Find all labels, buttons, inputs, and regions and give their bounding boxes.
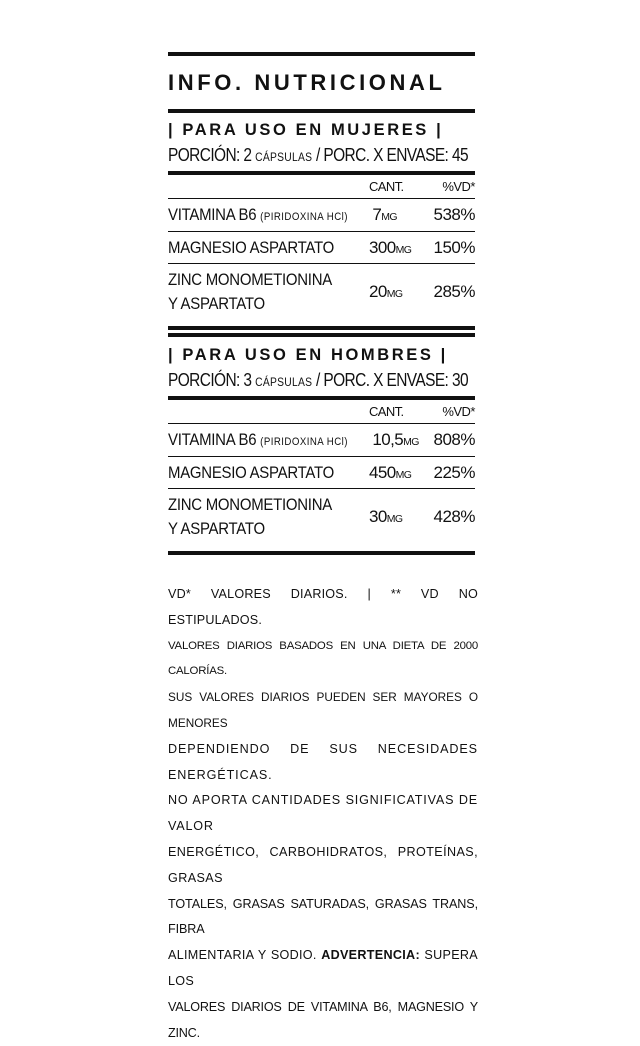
nutrient-name (168, 493, 345, 541)
nutrient-vd: 538% (433, 205, 475, 224)
qty-unit: MG (386, 513, 403, 525)
section-end-rule (168, 551, 475, 555)
nutrient-label: ZINC MONOMETIONINA (168, 495, 332, 514)
table-row (168, 489, 475, 545)
nutrient-sublabel: (PIRIDOXINA HCl) (260, 211, 348, 223)
footnote-line: VALORES DIARIOS BASADOS EN UNA DIETA DE 2000 CALORÍAS. (168, 639, 478, 678)
footnote-line: ENERGÉTICO, CARBOHIDRATOS, PROTEÍNAS, GRASAS (168, 844, 478, 885)
qty-unit: MG (381, 211, 397, 223)
table-row (168, 199, 475, 231)
section-heading: | PARA USO EN HOMBRES | (168, 346, 448, 364)
qty-value: 10,5 (372, 430, 404, 449)
nutrient-label: ZINC MONOMETIONINA (168, 270, 332, 289)
table-row (168, 264, 475, 320)
nutrient-vd: 285% (433, 282, 475, 301)
nutrient-qty (369, 282, 431, 302)
nutrient-name (168, 268, 345, 316)
nutrient-label: VITAMINA B6 (168, 205, 261, 224)
nutrient-qty (369, 507, 431, 527)
qty-value: 20 (369, 282, 387, 301)
nutrient-vd: 150% (433, 237, 475, 257)
table-row (168, 232, 475, 263)
header-spacer (168, 179, 345, 194)
footnote-line: TOTALES, GRASAS SATURADAS, GRASAS TRANS, FIBRA (168, 896, 478, 937)
section-men (168, 337, 475, 555)
nutrient-name (168, 205, 348, 225)
portion-info (168, 143, 474, 171)
qty-unit: MG (395, 468, 412, 481)
nutrient-qty (372, 430, 432, 450)
nutrient-qty (369, 238, 431, 258)
portion-text: PORCIÓN: 2 (168, 145, 256, 165)
header-spacer (168, 404, 345, 419)
col-qty-header: CANT. (369, 179, 404, 194)
nutrient-sublabel: (PIRIDOXINA HCl) (260, 436, 348, 448)
footnote-text: SUPERA LOS (168, 948, 479, 988)
nutrient-name (168, 430, 348, 450)
nutrition-panel (168, 52, 475, 555)
section-women (168, 113, 475, 337)
warning-label: ADVERTENCIA: (321, 948, 420, 963)
qty-unit: MG (395, 243, 412, 256)
footnote-line: NO APORTA CANTIDADES SIGNIFICATIVAS DE VALOR (168, 793, 478, 834)
portion-text-end: / PORC. X ENVASE: 45 (312, 145, 468, 165)
qty-unit: MG (386, 288, 403, 300)
nutrient-qty (372, 205, 432, 225)
nutrient-label: VITAMINA B6 (168, 430, 261, 449)
footnote-line: VD* VALORES DIARIOS. | ** VD NO ESTIPULADOS. (168, 587, 478, 627)
section-end-rule (168, 326, 475, 330)
qty-value: 450 (369, 462, 396, 482)
qty-value: 7 (372, 205, 382, 224)
nutrient-label-line2: Y ASPARTATO (168, 519, 265, 538)
footnote (168, 582, 478, 1046)
nutrient-name: MAGNESIO ASPARTATO (168, 462, 334, 482)
qty-value: 300 (369, 237, 396, 257)
nutrient-vd: 225% (433, 462, 475, 482)
table-row (168, 424, 475, 456)
page-title: INFO. NUTRICIONAL (168, 70, 446, 95)
col-vd-header: %VD* (442, 404, 475, 419)
portion-text: PORCIÓN: 3 (168, 370, 256, 390)
portion-unit: CÁPSULAS (255, 150, 313, 164)
nutrient-vd: 808% (433, 430, 475, 449)
portion-unit: CÁPSULAS (255, 375, 313, 389)
section-heading: | PARA USO EN MUJERES | (168, 121, 444, 139)
col-vd-header: %VD* (442, 179, 475, 194)
portion-info (168, 368, 474, 396)
nutrient-name: MAGNESIO ASPARTATO (168, 237, 334, 257)
table-header (168, 400, 475, 423)
nutrient-vd: 428% (433, 507, 475, 526)
portion-text-end: / PORC. X ENVASE: 30 (312, 370, 468, 390)
footnote-line: DEPENDIENDO DE SUS NECESIDADES ENERGÉTICAS. (168, 741, 478, 782)
table-row (168, 457, 475, 488)
col-qty-header: CANT. (369, 404, 404, 419)
footnote-text: ALIMENTARIA Y SODIO. (168, 948, 322, 963)
nutrient-label-line2: Y ASPARTATO (168, 294, 265, 313)
table-header (168, 175, 475, 198)
qty-unit: MG (403, 436, 419, 448)
nutrient-qty (369, 463, 431, 483)
footnote-line (168, 943, 478, 995)
footnote-line: VALORES DIARIOS DE VITAMINA B6, MAGNESIO Y ZINC. (168, 999, 478, 1040)
footnote-line: SUS VALORES DIARIOS PUEDEN SER MAYORES O MENORES (168, 690, 478, 730)
qty-value: 30 (369, 507, 387, 526)
